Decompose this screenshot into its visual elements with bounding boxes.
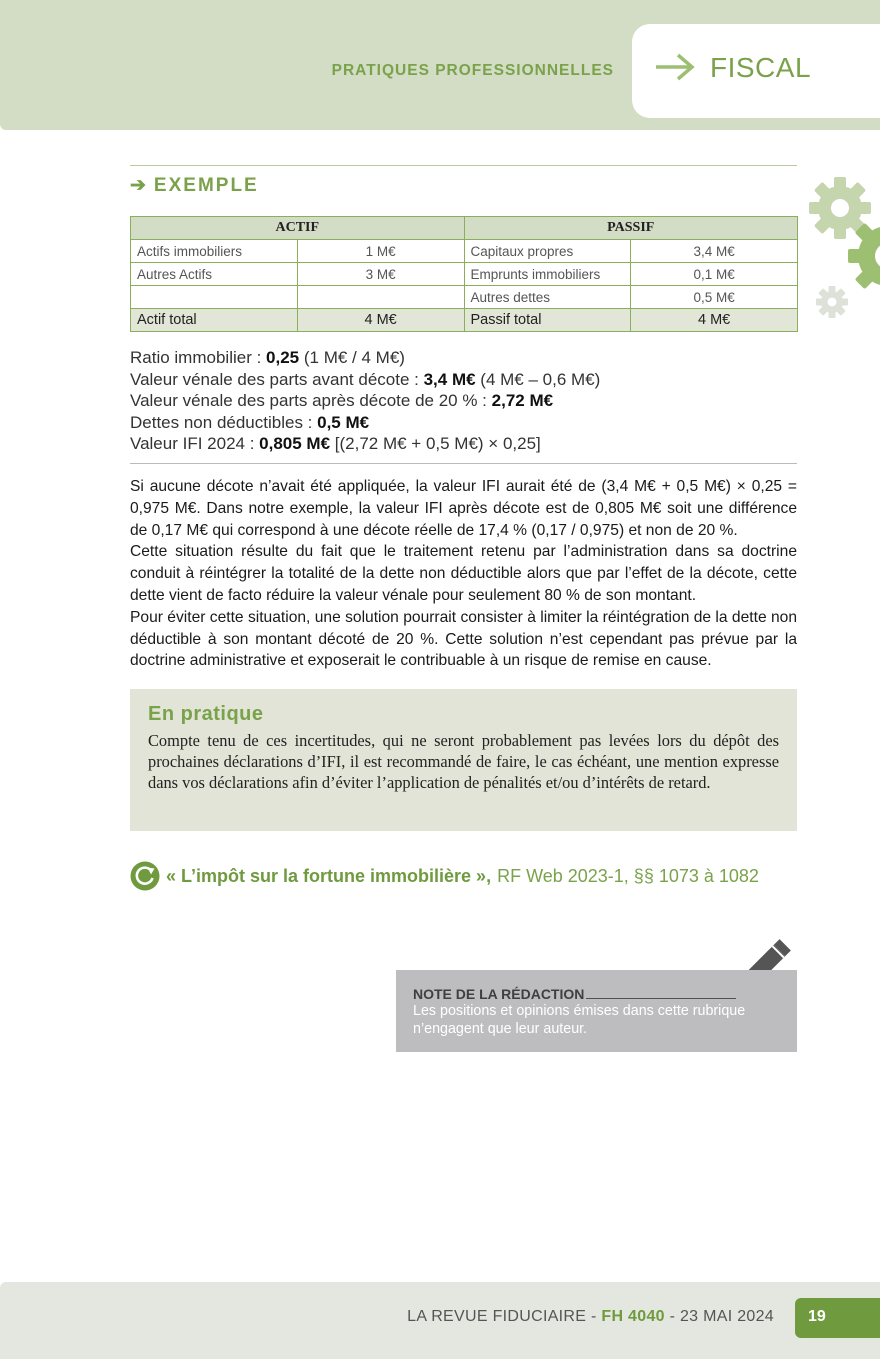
table-cell: 0,5 M€ [631, 286, 798, 309]
page-number: 19 [795, 1298, 880, 1338]
editorial-note [396, 970, 797, 1052]
footer-publication: LA REVUE FIDUCIAIRE - FH 4040 - 23 MAI 2024 [407, 1308, 774, 1325]
en-pratique-text: Compte tenu de ces incertitudes, qui ne seront probablement pas levées lors du dépôt des prochaines déclarations d’IFI, il est recommandé de faire, le cas échéant, une mention expresse dans vos déclarations afin d’éviter l’application de pénalités et/ou d’intérêts de retard. [148, 731, 779, 792]
paragraph: Cette situation résulte du fait que le traitement retenu par l’administration dans sa doctrine conduit à réintégrer la totalité de la dette non déductible alors que par l’effet de la décote, cette dette vient de facto réduire la valeur vénale pour seulement 80 % de son montant. [130, 543, 797, 604]
table-cell: Actifs immobiliers [131, 240, 298, 263]
table-cell: 1 M€ [297, 240, 464, 263]
reference-title: « L’impôt sur la fortune immobilière », [166, 865, 492, 886]
table-cell: 3,4 M€ [631, 240, 798, 263]
note-title: NOTE DE LA RÉDACTION [413, 986, 585, 1002]
right-arrow-icon [654, 52, 696, 82]
calculation-list [130, 347, 600, 455]
table-cell: Actif total [131, 309, 298, 332]
table-cell: 4 M€ [631, 309, 798, 332]
table-cell: Autres dettes [464, 286, 631, 309]
gears-icon [806, 172, 880, 322]
calc-line: Valeur IFI 2024 : 0,805 M€ [(2,72 M€ + 0,5 M€) × 0,25] [130, 434, 541, 453]
table-cell [131, 286, 298, 309]
example-title: ➔ EXEMPLE [130, 175, 259, 196]
table-row [131, 240, 798, 263]
table-cell [297, 286, 464, 309]
note-underline [586, 998, 736, 999]
table-row [131, 263, 798, 286]
calc-line: Valeur vénale des parts avant décote : 3,4 M€ (4 M€ – 0,6 M€) [130, 369, 601, 389]
refresh-arrow-icon [130, 861, 160, 891]
column-header-actif: ACTIF [131, 217, 465, 240]
en-pratique-title: En pratique [148, 703, 264, 725]
table-cell: Emprunts immobiliers [464, 263, 631, 286]
section-label: PRATIQUES PROFESSIONNELLES [331, 62, 614, 79]
balance-sheet-table [130, 216, 798, 332]
note-text: Les positions et opinions émises dans cette rubrique n’engagent que leur auteur. [413, 1003, 746, 1037]
table-cell: Passif total [464, 309, 631, 332]
footer-issue: FH 4040 [601, 1308, 665, 1325]
calc-line: Dettes non déductibles : 0,5 M€ [130, 412, 370, 432]
reference-source: RF Web 2023-1, §§ 1073 à 1082 [497, 865, 759, 886]
reference-link[interactable] [130, 861, 759, 891]
table-cell: Capitaux propres [464, 240, 631, 263]
calc-line: Ratio immobilier : 0,25 (1 M€ / 4 M€) [130, 348, 405, 367]
paragraph: Si aucune décote n’avait été appliquée, la valeur IFI aurait été de (3,4 M€ + 0,5 M€) × 0,25 = 0,975 M€. Dans notre exemple, la valeur IFI après décote est de 0,805 M€ soit une différence de 0,17 M€ qui correspond à une décote réelle de 17,4 % (0,17 / 0,975) et non de 20 %. [130, 478, 797, 539]
table-cell: 0,1 M€ [631, 263, 798, 286]
body-text [130, 476, 797, 672]
divider [130, 463, 797, 464]
paragraph: Pour éviter cette situation, une solution pourrait consister à limiter la réintégration de la dette non déductible à son montant décoté de 20 %. Cette solution n’est cependant pas prévue par la doctrine administrative et exposerait le contribuable à un risque de remise en cause. [130, 608, 797, 670]
table-total-row [131, 309, 798, 332]
table-cell: 4 M€ [297, 309, 464, 332]
category-tab [632, 24, 880, 118]
table-row [131, 286, 798, 309]
table-cell: Autres Actifs [131, 263, 298, 286]
arrow-icon: ➔ [130, 175, 148, 196]
en-pratique-box [130, 689, 797, 831]
divider [130, 165, 797, 166]
table-header-row [131, 217, 798, 240]
table-cell: 3 M€ [297, 263, 464, 286]
column-header-passif: PASSIF [464, 217, 798, 240]
calc-line: Valeur vénale des parts après décote de 20 % : 2,72 M€ [130, 391, 554, 410]
category-label: FISCAL [710, 52, 812, 83]
